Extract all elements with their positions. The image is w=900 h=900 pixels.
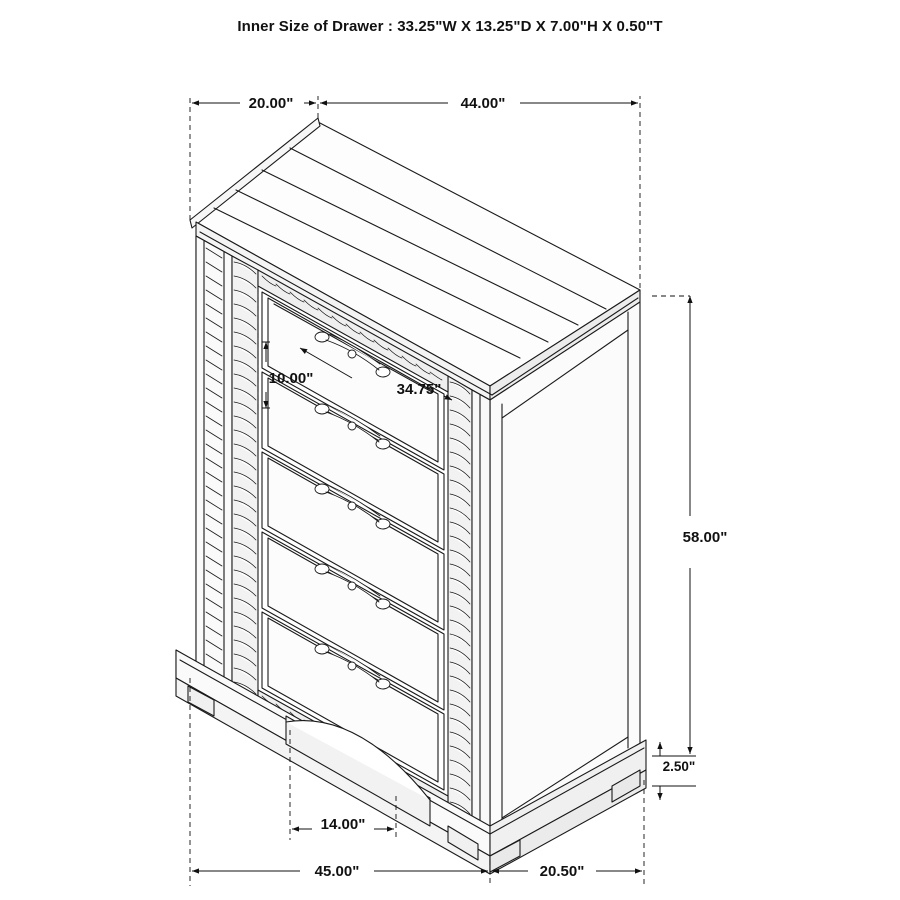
dimension-label-top-depth: 20.00" (248, 95, 294, 112)
page-title: Inner Size of Drawer : 33.25"W X 13.25"D X 7.00"H X 0.50"T (237, 18, 663, 35)
dimension-label-foot-width: 14.00" (320, 816, 366, 833)
dimension-label-top-width: 44.00" (460, 95, 506, 112)
dimension-label-base-height: 2.50" (662, 759, 696, 774)
dimension-label-overall-height: 58.00" (682, 529, 728, 546)
dimension-label-overall-width: 45.00" (314, 863, 360, 880)
dimension-label-drawer-height: 10.00" (268, 370, 314, 387)
dimension-label-drawer-width: 34.75" (396, 381, 442, 398)
dimension-label-overall-depth: 20.50" (539, 863, 585, 880)
